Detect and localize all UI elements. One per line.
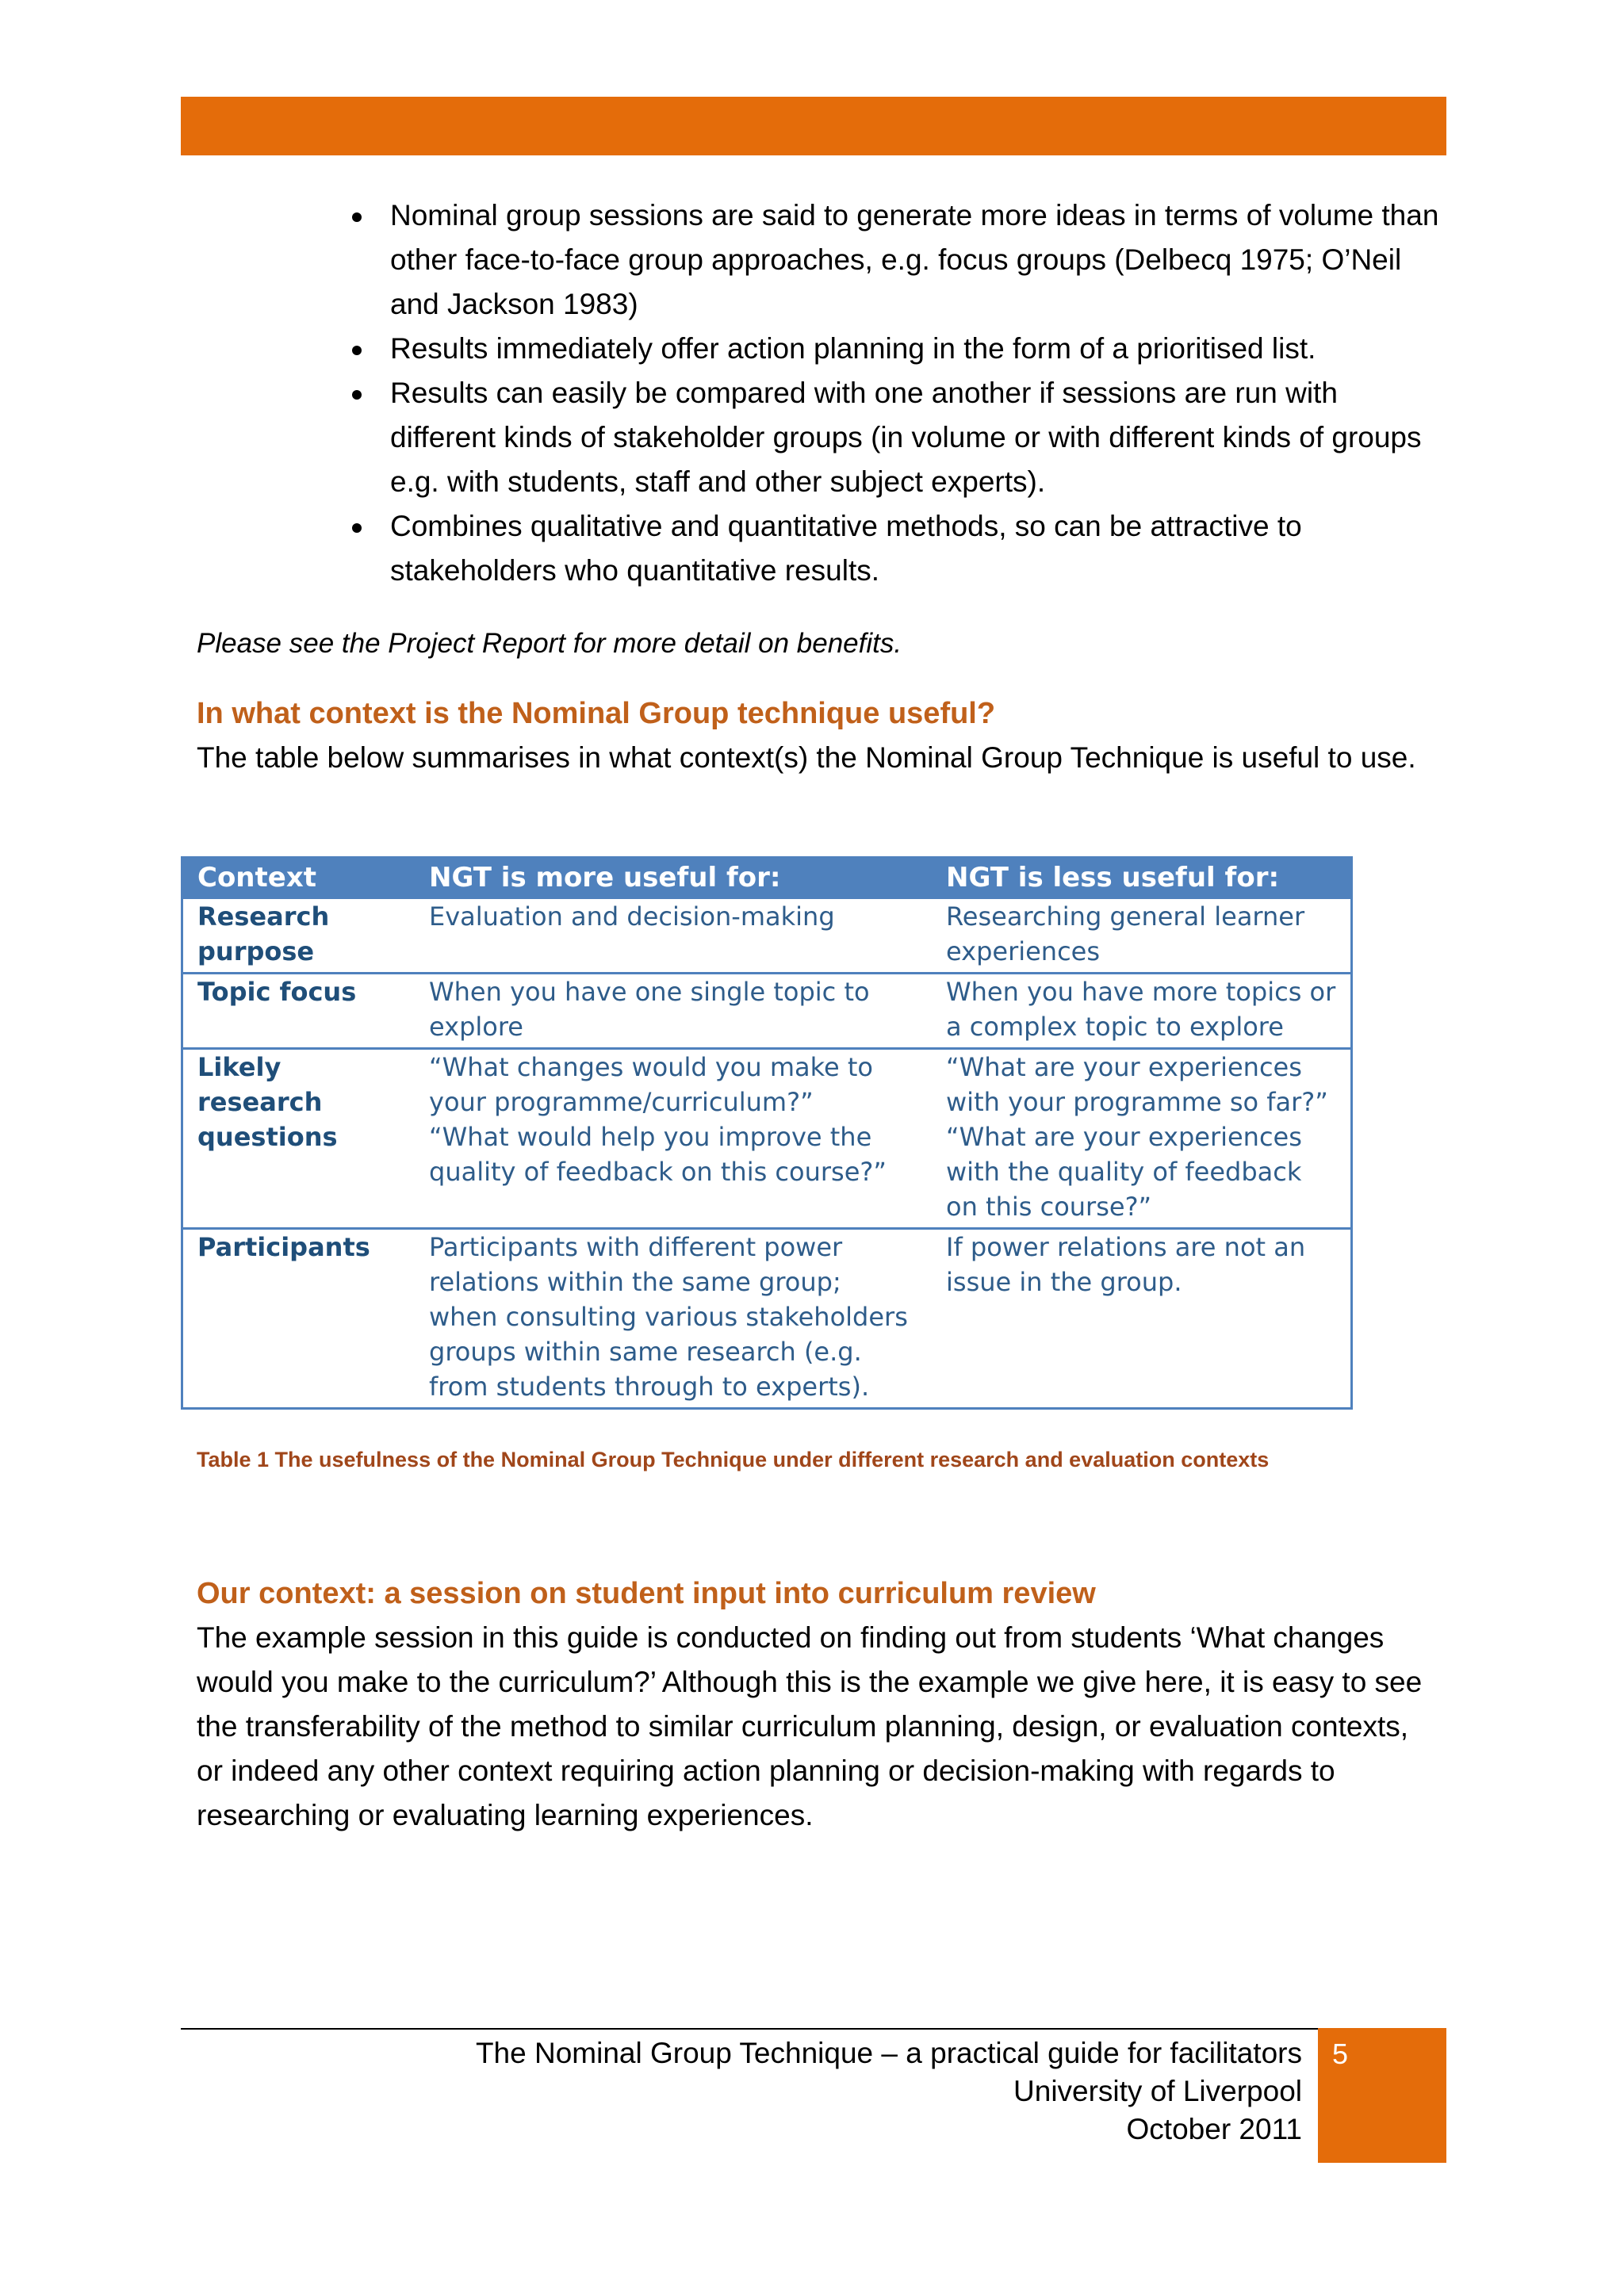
page-number: 5: [1332, 2038, 1349, 2070]
table-cell-more: [415, 1229, 932, 1409]
bullet-icon: [352, 346, 362, 355]
list-item-text: Results can easily be compared with one another if sessions are run with different kinds of stakeholder groups (in volume or with different kinds of groups e.g. with students, staff and other subject experts).: [390, 377, 1422, 498]
cell-text: When you have more topics or a complex topic to explore: [946, 977, 1336, 1042]
table-header-row: [182, 858, 1352, 898]
list-item: [349, 193, 1443, 327]
cell-text: “What changes would you make to your programme/curriculum?”: [429, 1052, 873, 1117]
benefits-note: Please see the Project Report for more detail on benefits.: [197, 628, 902, 659]
table-cell-context: Likely research questions: [182, 1049, 416, 1229]
table-cell-context: Participants: [182, 1229, 416, 1409]
list-item: [349, 327, 1443, 371]
cell-text: Participants with different power relations within the same group; when consulting various stakeholders groups within same research (e.g. from students through to experts).: [429, 1232, 908, 1402]
section-heading-our-context: Our context: a session on student input into curriculum review: [197, 1577, 1096, 1610]
section-body: The example session in this guide is conducted on finding out from students ‘What changes would you make to the curriculum?’ Although this is the example we give here, it is easy to see the transferability of the method to similar curriculum planning, design, or evaluation contexts, or indeed any other context requiring action planning or decision-making with regards to researching or evaluating learning experiences.: [197, 1621, 1423, 1831]
table-header-context: Context: [182, 858, 416, 898]
cell-text: Evaluation and decision-making: [429, 901, 835, 932]
list-item: [349, 371, 1443, 504]
footer-title: The Nominal Group Technique – a practical guide for facilitators: [475, 2037, 1302, 2069]
cell-text: When you have one single topic to explore: [429, 977, 870, 1042]
context-table: [181, 856, 1353, 1410]
bullet-icon: [352, 212, 362, 222]
table-cell-context: Topic focus: [182, 974, 416, 1049]
benefits-list: [349, 193, 1443, 593]
cell-text: “What are your experiences with the quality of feedback on this course?”: [946, 1122, 1302, 1222]
section-intro: The table below summarises in what context(s) the Nominal Group Technique is useful to use.: [197, 741, 1416, 774]
list-item-text: Results immediately offer action planning in the form of a prioritised list.: [390, 332, 1316, 365]
table-cell-less: [932, 1049, 1352, 1229]
table-row: [182, 1049, 1352, 1229]
bullet-icon: [352, 523, 362, 533]
table-cell-less: [932, 898, 1352, 974]
table-cell-more: [415, 974, 932, 1049]
table-cell-context: Research purpose: [182, 898, 416, 974]
table-cell-less: [932, 974, 1352, 1049]
table-cell-less: [932, 1229, 1352, 1409]
table-cell-more: [415, 1049, 932, 1229]
footer-divider: [181, 2028, 1318, 2030]
cell-text: Researching general learner experiences: [946, 901, 1305, 966]
header-accent-band: [181, 97, 1446, 155]
list-item: [349, 504, 1443, 593]
footer-date: October 2011: [1126, 2113, 1302, 2145]
list-item-text: Combines qualitative and quantitative methods, so can be attractive to stakeholders who quantitative results.: [390, 510, 1302, 587]
table-row: [182, 974, 1352, 1049]
cell-text: “What would help you improve the quality of feedback on this course?”: [429, 1122, 887, 1187]
cell-text: If power relations are not an issue in the group.: [946, 1232, 1306, 1297]
bullet-icon: [352, 390, 362, 400]
table-header-more-useful: NGT is more useful for:: [415, 858, 932, 898]
cell-text: “What are your experiences with your programme so far?”: [946, 1052, 1328, 1117]
footer-block: [476, 2034, 1302, 2149]
footer-institution: University of Liverpool: [1013, 2075, 1302, 2107]
table-row: [182, 898, 1352, 974]
table-caption: Table 1 The usefulness of the Nominal Group Technique under different research and evaluation contexts: [197, 1448, 1270, 1471]
section-heading-context: In what context is the Nominal Group technique useful?: [197, 697, 996, 730]
page-number-box: [1318, 2028, 1446, 2163]
list-item-text: Nominal group sessions are said to generate more ideas in terms of volume than other face-to-face group approaches, e.g. focus groups (Delbecq 1975; O’Neil and Jackson 1983): [390, 199, 1439, 320]
table-row: [182, 1229, 1352, 1409]
table-header-less-useful: NGT is less useful for:: [932, 858, 1352, 898]
table-cell-more: [415, 898, 932, 974]
